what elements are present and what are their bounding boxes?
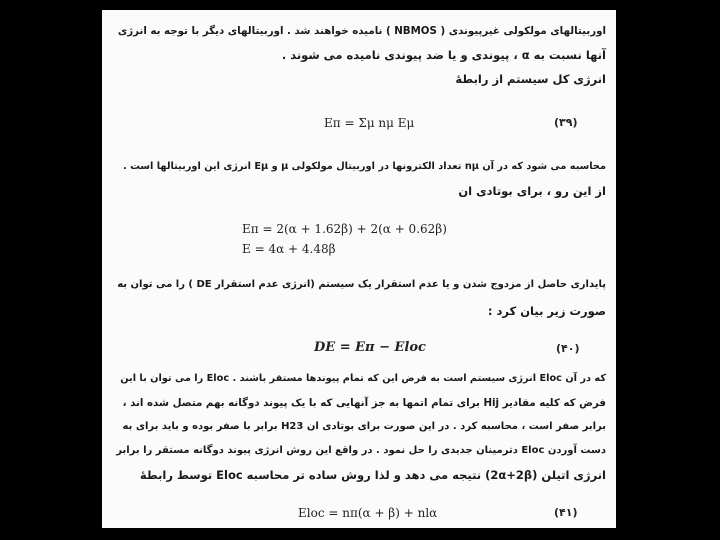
paragraph-line: از این رو ، برای بوتادی ان [458,184,606,198]
paragraph-line: انرژی کل سیستم از رابطهٔ [455,72,606,86]
equation-39: Eπ = Σμ nμ Eμ [324,116,415,130]
paragraph-line: اوربیتالهای مولکولی غیرپیوندی ( NBMOS ) نامیده خواهند شد . اوربیتالهای دیگر با توجه به انرژی [117,25,606,37]
paragraph-line: فرض که کلیه مقادیر Hij برای تمام اتمها به جز آنهایی که با یک پیوند دوگانه بهم متصل شده اند ، [122,397,606,409]
equation-number-40: (۴۰) [556,342,580,355]
paragraph-line: صورت زیر بیان کرد : [487,304,606,318]
equation-butadiene-sum: E = 4α + 4.48β [242,242,336,256]
paragraph-line: پایداری حاصل از مزدوج شدن و یا عدم استقرار یک سیستم (انرژی عدم استقرار DE ) را می توان به [117,279,606,290]
paragraph-line: انرژی اتیلن (2α+2β) نتیجه می دهد و لذا روش ساده تر محاسبه Eloc توسط رابطهٔ [139,468,606,482]
scanned-page [102,10,616,528]
paragraph-line: برابر صفر است ، محاسبه کرد . در این صورت برای بوتادی ان H23 برابر با صفر بوده و باید برای به [122,421,606,432]
equation-number-41: (۴۱) [554,506,578,519]
equation-number-39: (۳۹) [554,116,578,129]
paragraph-line: که در آن Eloc انرژی سیستم است به فرض این که تمام پیوندها مستقر باشند . Eloc را می توان با این [120,373,606,384]
equation-butadiene-energy: Eπ = 2(α + 1.62β) + 2(α + 0.62β) [242,222,447,236]
equation-41: Eloc = nπ(α + β) + nlα [298,506,438,520]
equation-40: DE = Eπ − Eloc [314,340,426,355]
paragraph-line: آنها نسبت به α ، پیوندی و یا ضد پیوندی نامیده می شوند . [281,48,606,62]
paragraph-line: دست آوردن Eloc دترمینان جدیدی را حل نمود . در واقع این روش انرژی پیوند دوگانه مستقر را برابر [116,445,606,456]
paragraph-line: محاسبه می شود که در آن nμ تعداد الکترونها در اوربیتال مولکولی μ و Eμ انرژی این اوربیتالها است . [123,161,606,172]
